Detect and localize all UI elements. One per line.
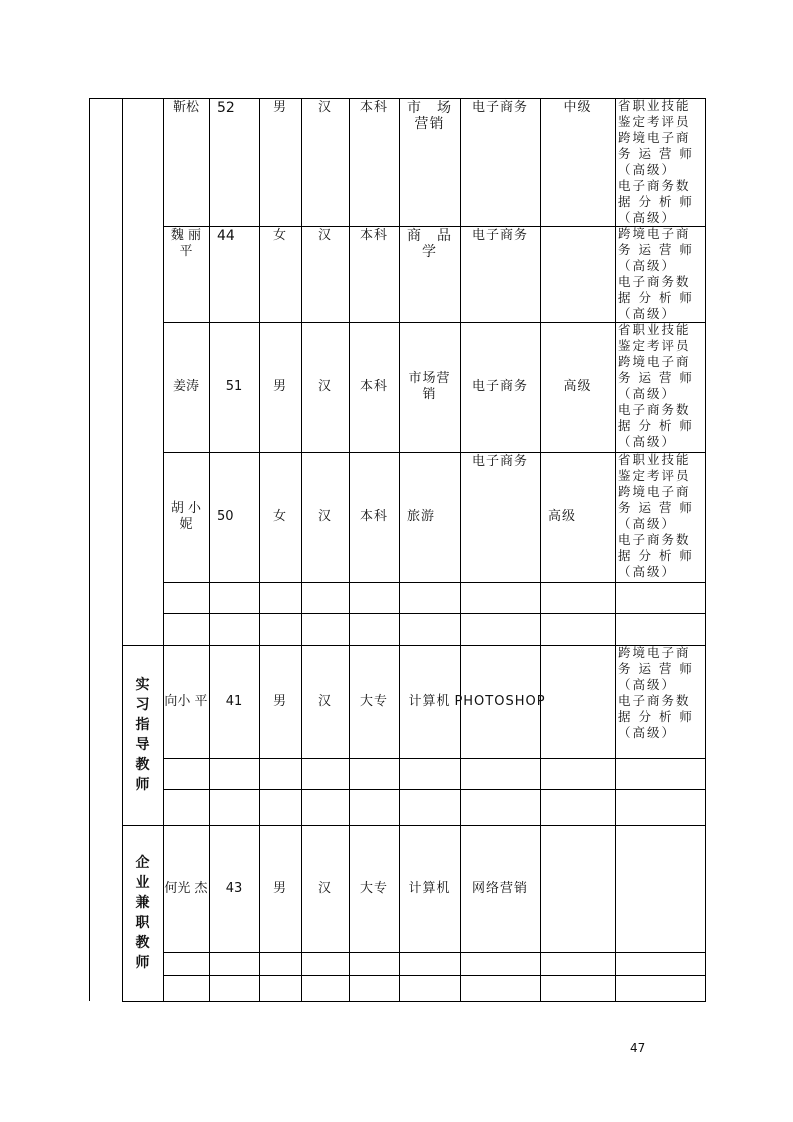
teacher-gender: 女 [259,226,302,323]
table-empty-cell [540,582,616,614]
teacher-gender: 男 [259,645,302,759]
table-empty-cell [615,952,706,976]
teacher-education: 本科 [349,226,400,323]
teacher-ethnicity: 汉 [301,226,350,323]
table-empty-cell [460,613,541,646]
table-empty-cell [349,582,400,614]
table-empty-cell [460,758,541,790]
table-empty-cell [259,975,302,1002]
table-empty-cell [301,789,350,826]
teacher-education: 本科 [349,98,400,227]
teacher-certificates [615,825,706,953]
teacher-title: 高级 [540,452,616,583]
teacher-major: 商 品 学 [399,226,461,323]
table-empty-cell [301,758,350,790]
table-empty-cell [163,613,210,646]
table-empty-cell [615,975,706,1002]
teacher-name: 向小 平 [163,645,210,759]
table-empty-cell [209,613,260,646]
teacher-ethnicity: 汉 [301,98,350,227]
teacher-age: 51 [209,322,260,453]
table-empty-cell [349,952,400,976]
table-empty-cell [540,975,616,1002]
teacher-title: 高级 [540,322,616,453]
table-empty-cell [259,952,302,976]
table-empty-cell [259,758,302,790]
teacher-gender: 女 [259,452,302,583]
table-empty-cell [349,789,400,826]
table-empty-cell [163,789,210,826]
table-empty-cell [399,975,461,1002]
table-empty-cell [460,952,541,976]
teacher-field: 电子商务 [460,226,541,323]
table-empty-cell [163,952,210,976]
teacher-ethnicity: 汉 [301,645,350,759]
table-empty-cell [301,952,350,976]
teacher-age: 50 [209,452,260,583]
table-empty-cell [259,613,302,646]
table-empty-cell [540,952,616,976]
teacher-education: 本科 [349,322,400,453]
teacher-education: 大专 [349,645,400,759]
teacher-title: 中级 [540,98,616,227]
teacher-field: 电子商务 [460,98,541,227]
teacher-certificates: 省职业技能 鉴定考评员 跨境电子商 务 运 营 师 （高级） 电子商务数 据 分 析 师 （高级） [615,98,706,227]
table-empty-cell [209,582,260,614]
table-empty-cell [460,582,541,614]
teacher-age: 44 [209,226,260,323]
teacher-major: 市 场 营销 [399,98,461,227]
teacher-ethnicity: 汉 [301,825,350,953]
table-empty-cell [209,975,260,1002]
table-empty-cell [399,613,461,646]
table-empty-cell [460,975,541,1002]
teacher-age: 52 [209,98,260,227]
teacher-field: 网络营销 [460,825,541,953]
table-empty-cell [615,758,706,790]
teacher-age: 43 [209,825,260,953]
teacher-title [540,645,616,759]
teacher-field: 电子商务 [460,322,541,453]
teacher-gender: 男 [259,825,302,953]
table-empty-cell [615,789,706,826]
table-empty-cell [540,789,616,826]
table-empty-cell [209,789,260,826]
teacher-name: 魏 丽 平 [163,226,210,323]
table-empty-cell [259,582,302,614]
table-empty-cell [301,613,350,646]
table-empty-cell [301,582,350,614]
teacher-title [540,226,616,323]
table-empty-cell [399,582,461,614]
page-number: 47 [630,1041,646,1055]
table-empty-cell [209,758,260,790]
category-label: 企 业 兼 职 教 师 [122,825,164,1002]
category-label: 实 习 指 导 教 师 [122,645,164,826]
teacher-gender: 男 [259,322,302,453]
teacher-major: 市场营 销 [399,322,461,453]
table-empty-cell [301,975,350,1002]
teacher-name: 何光 杰 [163,825,210,953]
table-empty-cell [259,789,302,826]
teacher-name: 姜涛 [163,322,210,453]
table-empty-cell [615,582,706,614]
table-empty-cell [399,789,461,826]
teacher-education: 本科 [349,452,400,583]
teacher-major: 旅游 [399,452,461,583]
table-empty-cell [349,975,400,1002]
table-empty-cell [399,758,461,790]
teacher-field: PHOTOSHOP [460,645,541,759]
table-empty-cell [163,758,210,790]
table-left-border [89,98,90,1001]
teacher-age: 41 [209,645,260,759]
teacher-certificates: 跨境电子商 务 运 营 师 （高级） 电子商务数 据 分 析 师 （高级） [615,226,706,323]
table-empty-cell [540,758,616,790]
category-label [122,98,164,646]
table-empty-cell [163,975,210,1002]
teacher-certificates: 跨境电子商 务 运 营 师 （高级） 电子商务数 据 分 析 师 （高级） [615,645,706,759]
teacher-education: 大专 [349,825,400,953]
teacher-name: 靳松 [163,98,210,227]
table-empty-cell [209,952,260,976]
teacher-gender: 男 [259,98,302,227]
teacher-ethnicity: 汉 [301,322,350,453]
teacher-major: 计算机 [399,825,461,953]
table-empty-cell [349,758,400,790]
table-empty-cell [399,952,461,976]
table-empty-cell [615,613,706,646]
teacher-certificates: 省职业技能 鉴定考评员 跨境电子商 务 运 营 师 （高级） 电子商务数 据 分 析 师 （高级） [615,452,706,583]
teacher-title [540,825,616,953]
teacher-certificates: 省职业技能 鉴定考评员 跨境电子商 务 运 营 师 （高级） 电子商务数 据 分 析 师 （高级） [615,322,706,453]
teacher-major: 计算机 [399,645,461,759]
teacher-field: 电子商务 [460,452,541,583]
table-empty-cell [460,789,541,826]
table-empty-cell [540,613,616,646]
table-empty-cell [163,582,210,614]
table-empty-cell [349,613,400,646]
teacher-ethnicity: 汉 [301,452,350,583]
teacher-name: 胡 小 妮 [163,452,210,583]
